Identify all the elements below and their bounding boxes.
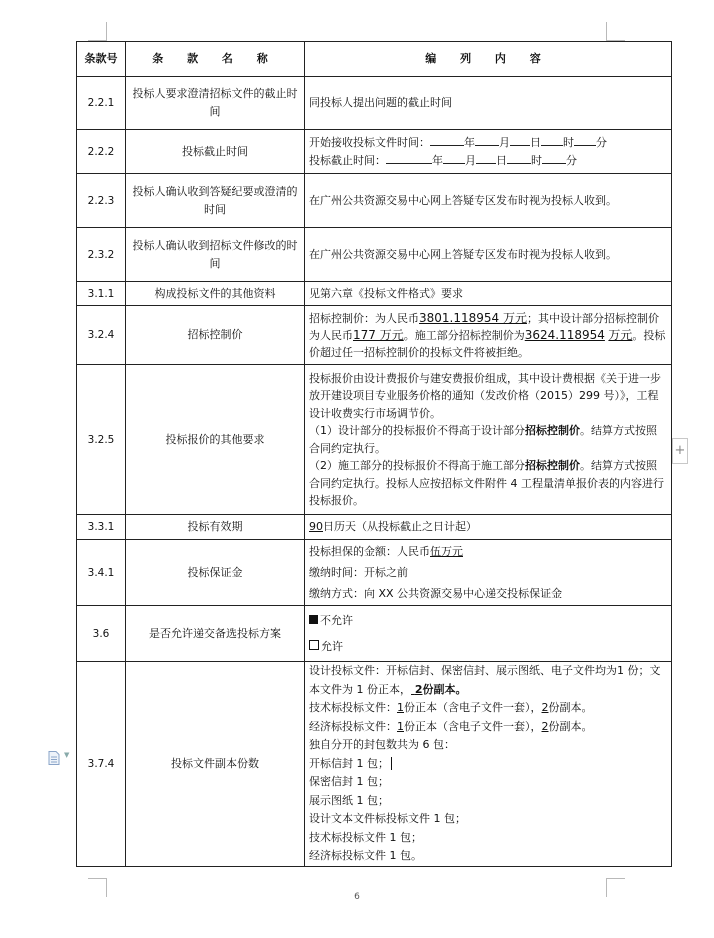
table-row (77, 365, 672, 515)
clause-number: 3.4.1 (77, 540, 126, 606)
table-row (77, 77, 672, 130)
package-item: 技术标投标文件 1 包； (309, 830, 422, 844)
design-price-rule: （1）设计部分的投标报价不得高于设计部分招标控制价。结算方式按照合同约定执行。 (309, 424, 657, 455)
clause-name: 投标人确认收到招标文件修改的时间 (126, 228, 305, 282)
technical-copies-line: 技术标投标文件：1份正本（含电子文件一套），2份副本。 (309, 701, 593, 714)
header-clause-name: 条 款 名 称 (126, 42, 305, 77)
table-row (77, 306, 672, 365)
clause-content: 同投标人提出问题的截止时间 (305, 77, 672, 130)
page-number: 6 (354, 892, 360, 902)
clause-content (305, 662, 672, 867)
option-not-allowed[interactable]: 不允许 (309, 608, 667, 634)
clause-name: 投标文件副本份数 (126, 662, 305, 867)
package-item: 设计文本文件标投标文件 1 包； (309, 812, 466, 825)
crop-mark-top-right (606, 22, 625, 41)
table-row (77, 515, 672, 540)
bid-deadline-line: 投标截止时间： 年 月 日 时 分 (309, 153, 577, 167)
clause-number: 2.2.3 (77, 174, 126, 228)
table-row (77, 606, 672, 662)
clause-name: 投标报价的其他要求 (126, 365, 305, 515)
clause-number: 3.2.4 (77, 306, 126, 365)
table-row (77, 130, 672, 174)
table-row (77, 540, 672, 606)
unchecked-box-icon (309, 640, 319, 650)
clause-name: 是否允许递交备选投标方案 (126, 606, 305, 662)
deposit-method: 缴纳方式：向 XX 公共资源交易中心递交投标保证金 (309, 587, 563, 600)
clause-content (305, 365, 672, 515)
clause-content: 见第六章《投标文件格式》要求 (305, 282, 672, 306)
chevron-down-icon[interactable]: ▼ (64, 751, 70, 759)
clause-name: 投标保证金 (126, 540, 305, 606)
clause-name: 招标控制价 (126, 306, 305, 365)
clause-number: 2.2.2 (77, 130, 126, 174)
clause-content (305, 130, 672, 174)
deposit-amount: 投标担保的金额：人民币伍万元 (309, 545, 463, 558)
package-item: 开标信封 1 包； (309, 755, 667, 774)
clause-number: 3.1.1 (77, 282, 126, 306)
construction-price-rule: （2）施工部分的投标报价不得高于施工部分招标控制价。结算方式按照合同约定执行。投标人应按招标文件附件 4 工程量清单报价表的内容进行投标报价。 (309, 459, 664, 507)
add-row-button[interactable]: + (672, 438, 688, 464)
table-row (77, 662, 672, 867)
clause-content (305, 606, 672, 662)
clause-content: 在广州公共资源交易中心网上答疑专区发布时视为投标人收到。 (305, 228, 672, 282)
table-row (77, 174, 672, 228)
clause-content: 在广州公共资源交易中心网上答疑专区发布时视为投标人收到。 (305, 174, 672, 228)
document-icon[interactable] (48, 751, 60, 765)
crop-mark-top-left (88, 22, 107, 41)
package-item: 经济标投标文件 1 包。 (309, 849, 422, 862)
package-item: 保密信封 1 包； (309, 775, 389, 788)
package-count-line: 独自分开的封包数共为 6 包： (309, 738, 455, 751)
option-allowed[interactable]: 允许 (309, 634, 667, 660)
table-header-row (77, 42, 672, 77)
clause-number: 2.3.2 (77, 228, 126, 282)
header-content: 编 列 内 容 (305, 42, 672, 77)
clauses-table (76, 41, 672, 867)
table-row (77, 282, 672, 306)
clause-number: 3.3.1 (77, 515, 126, 540)
deposit-time: 缴纳时间：开标之前 (309, 566, 408, 579)
clause-number: 2.2.1 (77, 77, 126, 130)
clause-content (305, 540, 672, 606)
bid-open-time-line: 开始接收投标文件时间： 年 月 日 时 分 (309, 135, 607, 149)
clause-number: 3.7.4 (77, 662, 126, 867)
clause-number: 3.2.5 (77, 365, 126, 515)
clause-name: 投标人确认收到答疑纪要或澄清的时间 (126, 174, 305, 228)
clause-name: 构成投标文件的其他资料 (126, 282, 305, 306)
clause-name: 投标人要求澄清招标文件的截止时间 (126, 77, 305, 130)
package-item: 展示图纸 1 包； (309, 793, 389, 807)
clause-number: 3.6 (77, 606, 126, 662)
clause-content: 90日历天（从投标截止之日计起） (305, 515, 672, 540)
clause-name: 投标截止时间 (126, 130, 305, 174)
price-rule-paragraph: 投标报价由设计费报价与建安费报价组成，其中设计费根据《关于进一步放开建设项目专业服务价格的通知（发改价格（2015）299 号）》，工程设计收费实行市场调节价。 (309, 371, 661, 420)
design-copies-line: 设计投标文件：开标信封、保密信封、展示图纸、电子文件均为1 份；文本文件为 1 份正本， 2份副本。 (309, 664, 661, 696)
table-row (77, 228, 672, 282)
clause-content: 招标控制价：为人民币3801.118954 万元；其中设计部分招标控制价为人民币177 万元。施工部分招标控制价为3624.118954 万元。投标价超过任一招标控制价的投标文件将被拒绝。 (305, 306, 672, 365)
header-clause-number: 条款号 (77, 42, 126, 77)
clause-name: 投标有效期 (126, 515, 305, 540)
economic-copies-line: 经济标投标文件：1份正本（含电子文件一套），2份副本。 (309, 719, 593, 733)
checked-box-icon (309, 615, 318, 624)
